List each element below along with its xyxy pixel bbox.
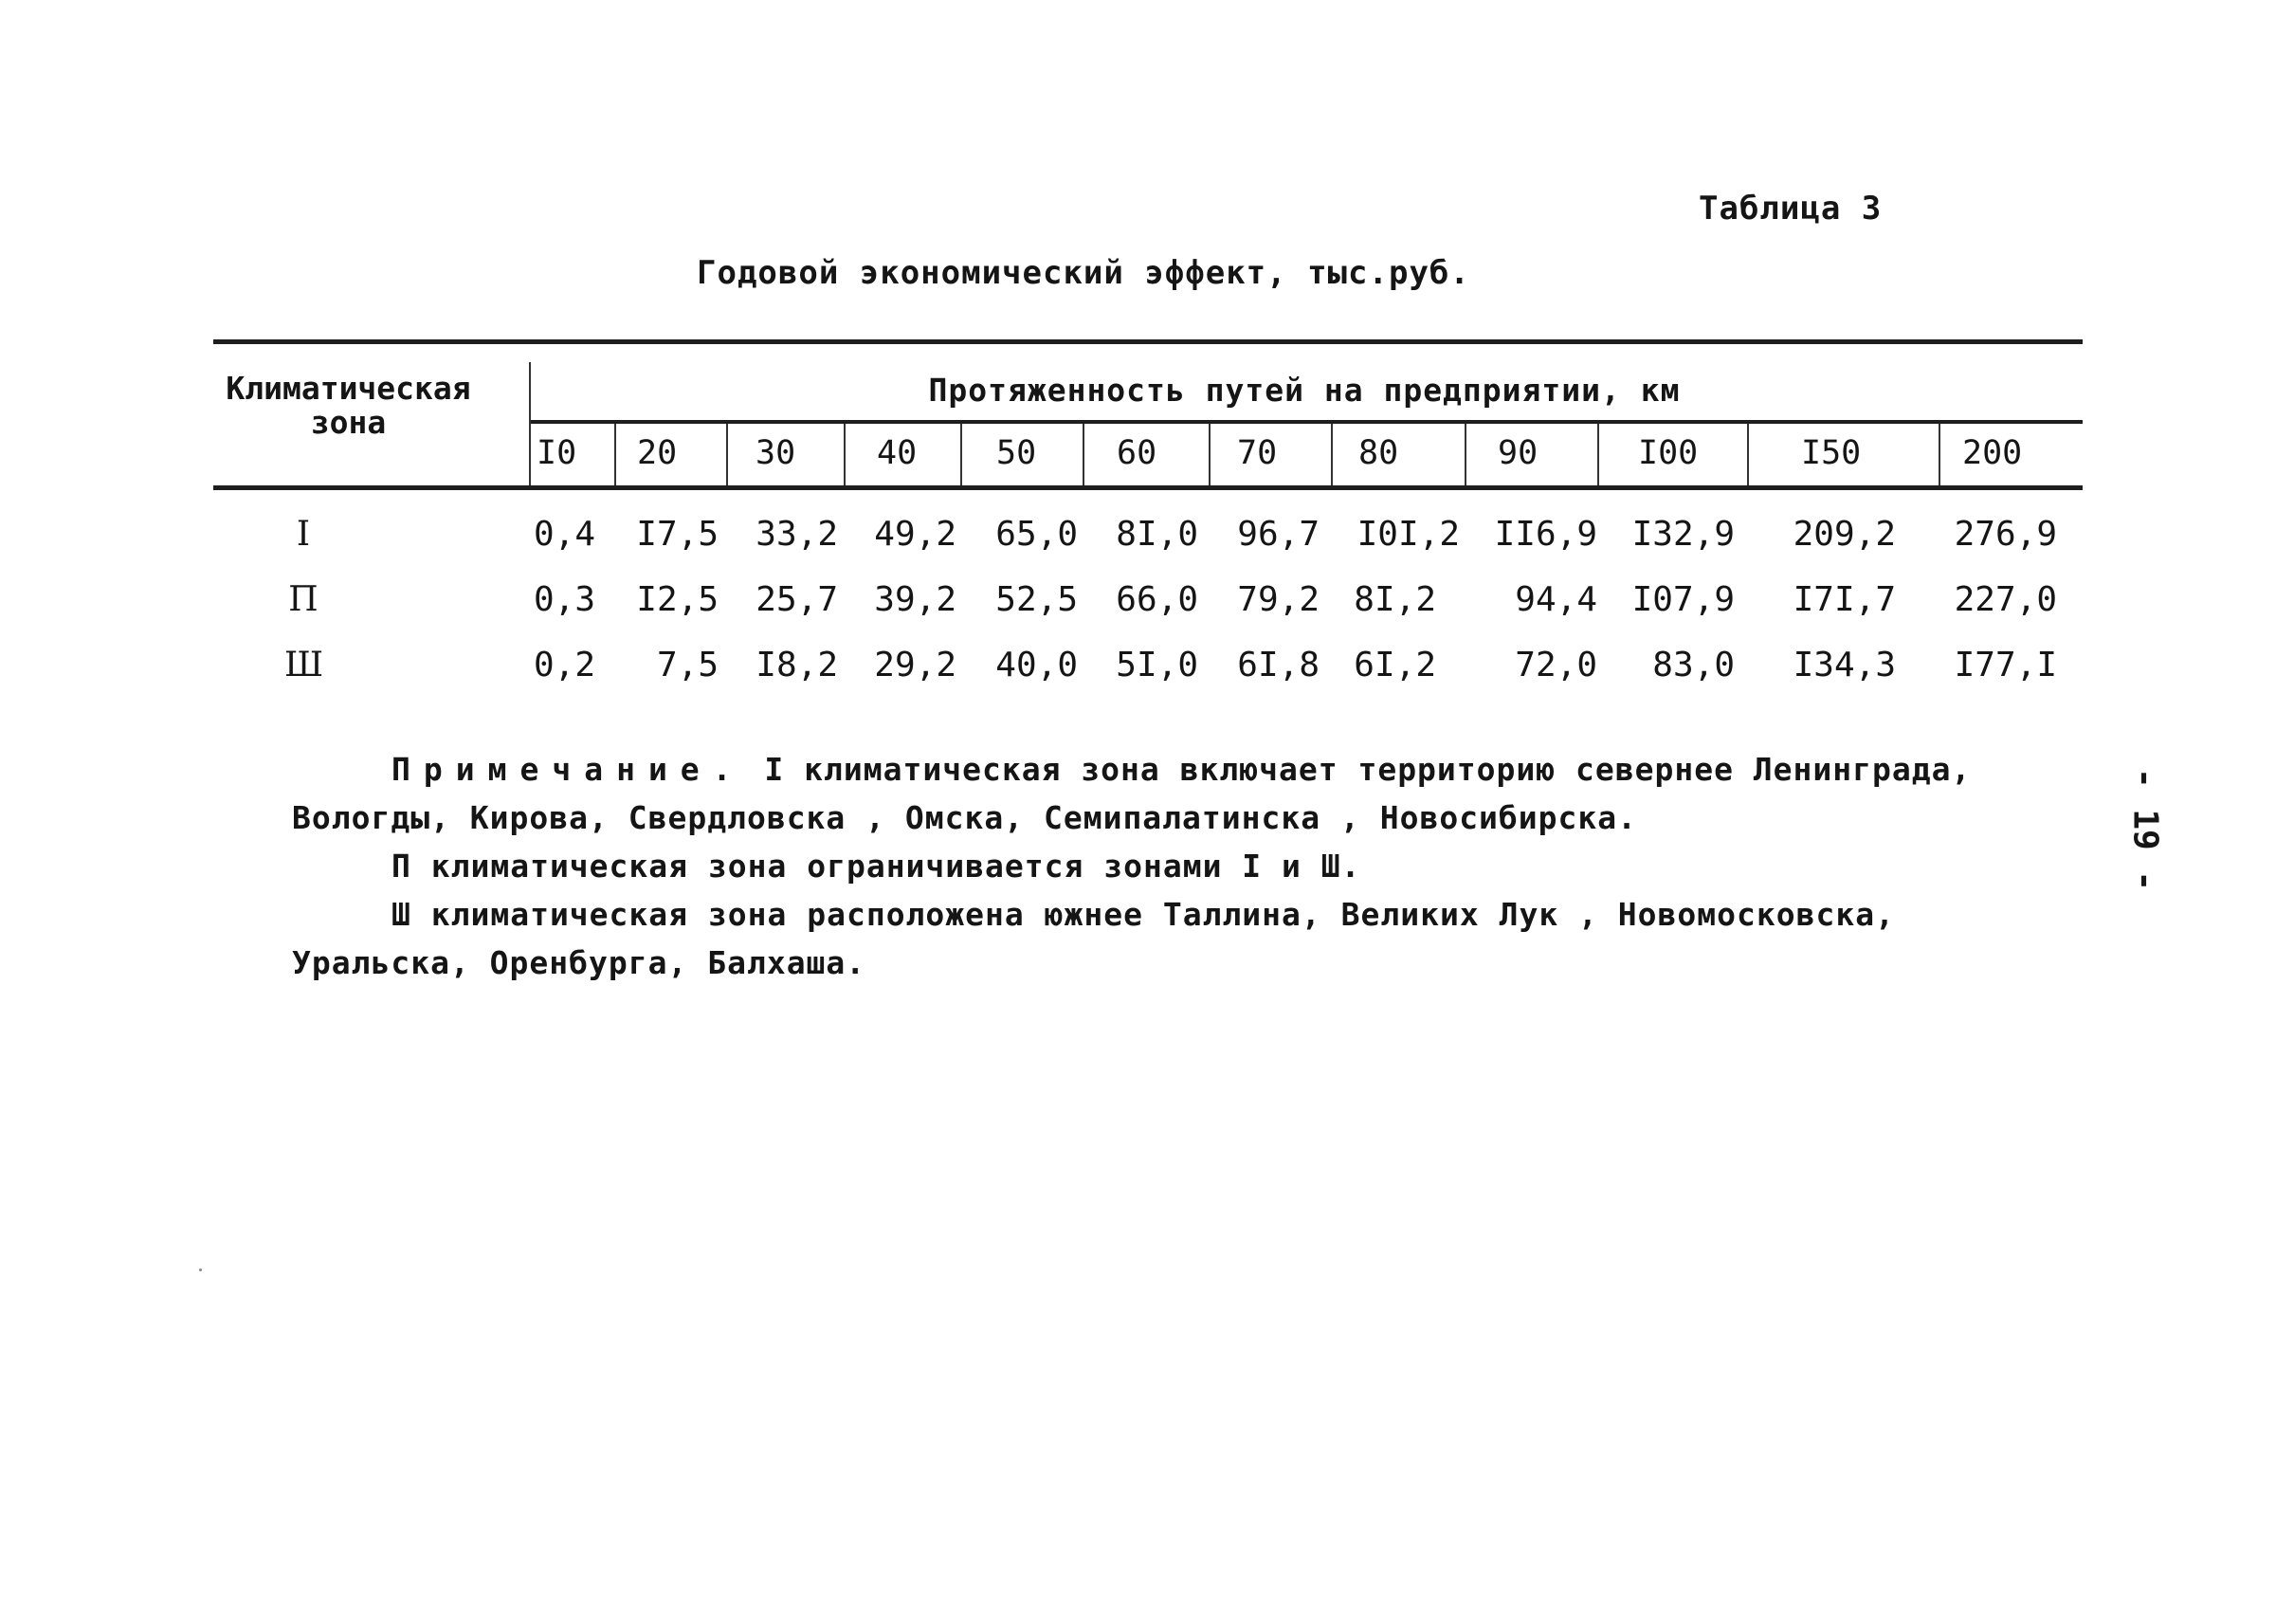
column-divider	[1465, 424, 1466, 485]
column-header: I50	[1801, 434, 1862, 472]
value-cell: I07,9	[1631, 580, 1735, 619]
value-cell: 40,0	[995, 646, 1078, 684]
value-cell: 0,3	[533, 580, 595, 619]
note-line-1	[391, 751, 1971, 788]
page-number	[2117, 758, 2174, 901]
value-cell: 25,7	[756, 580, 838, 619]
column-divider	[1747, 424, 1749, 485]
column-divider	[844, 424, 846, 485]
value-cell: 72,0	[1515, 646, 1597, 684]
value-cell: 39,2	[874, 580, 956, 619]
value-cell: II6,9	[1494, 515, 1597, 554]
value-cell: 6I,2	[1354, 646, 1436, 684]
table-label: Таблица 3	[1699, 190, 1883, 228]
value-cell: 5I,0	[1116, 646, 1198, 684]
column-divider	[614, 424, 616, 485]
zone-header-line2: зона	[310, 404, 387, 441]
value-cell: 79,2	[1237, 580, 1320, 619]
value-cell: 65,0	[995, 515, 1078, 554]
zone-cell: П	[288, 580, 319, 619]
value-cell: I34,3	[1793, 646, 1896, 684]
value-cell: 209,2	[1793, 515, 1896, 554]
value-cell: 276,9	[1954, 515, 2057, 554]
column-header: 60	[1117, 434, 1157, 472]
page-number-text: - 19 -	[2125, 767, 2165, 892]
header-bottom-rule	[213, 485, 2083, 490]
column-header: 70	[1237, 434, 1278, 472]
value-cell: 227,0	[1954, 580, 2057, 619]
value-cell: 0,2	[533, 646, 595, 684]
value-cell: I77,I	[1954, 646, 2057, 684]
zone-cell: Ш	[284, 646, 324, 684]
scan-speck	[199, 1268, 202, 1271]
value-cell: 49,2	[874, 515, 956, 554]
table-title: Годовой экономический эффект, тыс.руб.	[697, 254, 1470, 292]
column-header: 30	[756, 434, 796, 472]
note-line-2: Вологды, Кирова, Свердловска , Омска, Семипалатинска , Новосибирска.	[292, 799, 1638, 836]
value-cell: 66,0	[1116, 580, 1198, 619]
value-cell: 0,4	[533, 515, 595, 554]
column-divider	[726, 424, 728, 485]
column-header: 20	[637, 434, 678, 472]
value-cell: I8,2	[756, 646, 838, 684]
column-header: 50	[996, 434, 1037, 472]
column-divider	[960, 424, 962, 485]
note-line-4: Ш климатическая зона расположена южнее Таллина, Великих Лук , Новомосковска,	[391, 896, 1895, 933]
column-divider	[1597, 424, 1599, 485]
value-cell: I2,5	[636, 580, 719, 619]
note-label: Примечание.	[391, 751, 745, 788]
column-divider	[1083, 424, 1084, 485]
value-cell: I32,9	[1631, 515, 1735, 554]
value-cell: 33,2	[756, 515, 838, 554]
value-cell: 96,7	[1237, 515, 1320, 554]
column-header: 80	[1358, 434, 1399, 472]
zone-header-line1: Климатическая	[226, 370, 471, 407]
value-cell: 83,0	[1652, 646, 1735, 684]
value-cell: 8I,2	[1354, 580, 1436, 619]
value-cell: I0I,2	[1356, 515, 1460, 554]
column-header: 200	[1962, 434, 2023, 472]
column-divider	[1939, 424, 1940, 485]
group-header-rule	[531, 420, 2083, 424]
zone-cell: I	[296, 515, 311, 554]
value-cell: I7I,7	[1793, 580, 1896, 619]
value-cell: 94,4	[1515, 580, 1597, 619]
column-divider	[1209, 424, 1211, 485]
value-cell: I7,5	[636, 515, 719, 554]
value-cell: 29,2	[874, 646, 956, 684]
column-header: 90	[1498, 434, 1538, 472]
column-divider	[1331, 424, 1333, 485]
length-group-header: Протяженность путей на предприятии, км	[928, 372, 1681, 409]
column-header: I0	[537, 434, 577, 472]
column-header: 40	[877, 434, 918, 472]
column-header: I00	[1638, 434, 1699, 472]
value-cell: 6I,8	[1237, 646, 1320, 684]
value-cell: 7,5	[656, 646, 719, 684]
value-cell: 52,5	[995, 580, 1078, 619]
note-text: I климатическая зона включает территорию севернее Ленинграда,	[764, 751, 1972, 788]
note-line-3: П климатическая зона ограничивается зонами I и Ш.	[391, 848, 1361, 885]
value-cell: 8I,0	[1116, 515, 1198, 554]
table-top-rule	[213, 339, 2083, 344]
note-line-5: Уральска, Оренбурга, Балхаша.	[292, 944, 866, 981]
zone-column-header	[213, 372, 483, 440]
